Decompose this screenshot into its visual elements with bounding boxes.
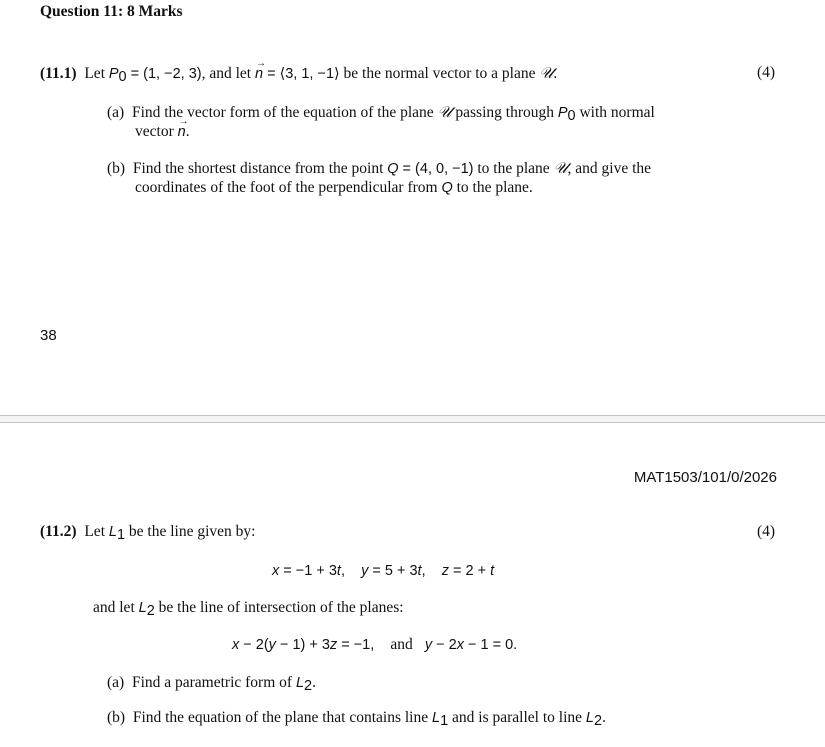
part-label: (a) (107, 674, 125, 691)
plane-symbol: 𝒰 (437, 103, 452, 121)
text: to the plane (473, 160, 554, 177)
part-label: (a) (107, 104, 125, 121)
math: y (268, 637, 276, 653)
subscript: 2 (304, 678, 313, 694)
text: Let (84, 523, 109, 540)
question-number: (11.2) (40, 523, 77, 540)
subscript: 2 (593, 713, 603, 729)
part-label: (b) (107, 709, 126, 726)
line-l1-equation (272, 561, 494, 581)
text: with normal (575, 104, 655, 121)
subscript: 1 (116, 527, 126, 543)
text: and is parallel to line (448, 709, 586, 726)
math: t (417, 563, 422, 579)
math: , (421, 563, 426, 579)
text: and (390, 636, 413, 653)
page-number: 38 (40, 327, 57, 344)
math: y (361, 563, 369, 579)
math: = (1, −2, 3) (126, 66, 202, 82)
text: Find the equation of the plane that contains line (132, 709, 432, 726)
vector-n: → n (255, 64, 263, 84)
math: = (4, 0, −1) (398, 161, 474, 177)
math: L (108, 524, 117, 540)
text: and let (93, 599, 139, 616)
subscript: 0 (118, 69, 127, 85)
math: L (138, 600, 147, 616)
text: be the line given by: (125, 523, 256, 540)
plane-symbol: 𝒰 (539, 64, 554, 82)
text: . (602, 709, 606, 726)
math: − 2 (432, 637, 457, 653)
line-l2-intro (93, 598, 404, 618)
text: be the normal vector to a plane (339, 65, 540, 82)
marks: (4) (757, 523, 776, 540)
question-11-2-intro (40, 522, 255, 542)
math: = −1, (337, 637, 375, 653)
math: L (585, 710, 594, 726)
math: Q (441, 180, 453, 196)
question-heading: Question 11: 8 Marks (40, 3, 183, 20)
text: . (185, 123, 190, 140)
math: − 1 = 0. (463, 637, 518, 653)
vector-n: → n (178, 122, 186, 142)
text: to the plane. (452, 179, 533, 196)
math: x (456, 637, 464, 653)
plane-symbol: 𝒰 (553, 159, 568, 177)
part-a-line2 (135, 122, 190, 142)
text: . (312, 674, 316, 691)
subscript: 1 (440, 713, 449, 729)
math: z (441, 563, 449, 579)
text: passing through (451, 104, 558, 121)
math: P (557, 105, 568, 121)
subscript: 2 (146, 603, 155, 619)
math: = 2 + (448, 563, 491, 579)
math: , (340, 563, 345, 579)
question-number: (11.1) (40, 65, 77, 82)
part-label: (b) (107, 160, 126, 177)
part-a (107, 102, 655, 123)
text: vector (135, 123, 178, 140)
part-b (107, 158, 651, 179)
module-code-header: MAT1503/101/0/2026 (633, 469, 777, 486)
text: coordinates of the foot of the perpendicular from (135, 179, 442, 196)
part-b-line2 (135, 178, 533, 198)
math: = ⟨3, 1, −1⟩ (263, 66, 340, 82)
math: Q (387, 161, 399, 177)
math: L (295, 675, 305, 691)
part-b (107, 708, 606, 728)
math: = −1 + 3 (279, 563, 337, 579)
math: z (329, 637, 338, 653)
math: x (272, 563, 280, 579)
planes-equations (232, 635, 517, 655)
math: x (232, 637, 240, 653)
text: . (553, 65, 558, 82)
part-a (107, 673, 316, 693)
text: Find the shortest distance from the point (132, 160, 388, 177)
math: = 5 + 3 (368, 563, 418, 579)
text: , and give the (567, 160, 652, 177)
marks: (4) (757, 64, 776, 81)
math: − 2( (239, 637, 269, 653)
math: P (108, 66, 119, 82)
math: − 1) + 3 (275, 637, 330, 653)
math: t (336, 563, 341, 579)
question-11-1-intro (40, 63, 557, 84)
math: t (490, 563, 495, 579)
text: be the line of intersection of the planes: (154, 599, 404, 616)
text: Find a parametric form of (131, 674, 296, 691)
page-separator (0, 415, 825, 423)
text: Find the vector form of the equation of the plane (131, 104, 438, 121)
math: y (424, 637, 433, 653)
text: Let (84, 65, 109, 82)
subscript: 0 (567, 108, 576, 124)
math: L (432, 710, 441, 726)
text: , and let (201, 65, 255, 82)
